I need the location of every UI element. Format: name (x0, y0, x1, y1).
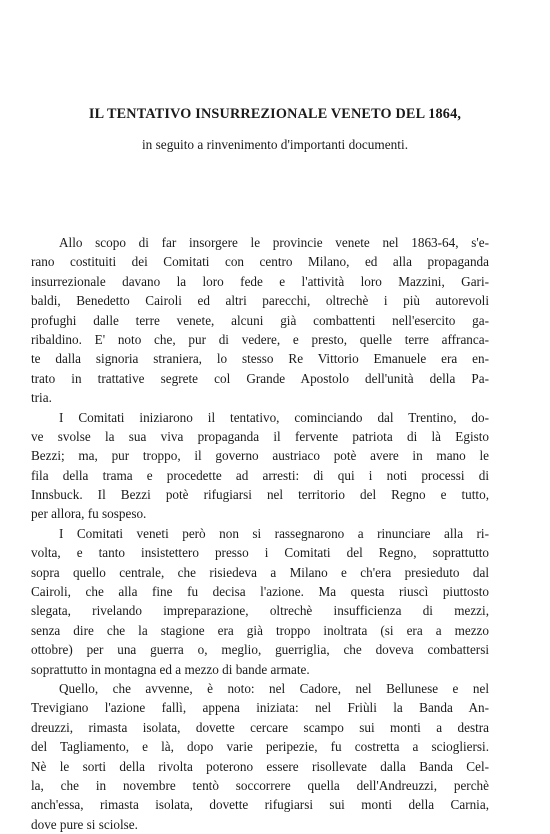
text-line: ve svolse la sua viva propaganda il fervente patriota di là Egisto (31, 428, 489, 444)
text-line: anch'essa, rimasta isolata, dovette rifugiarsi sui monti della Carnia, (31, 797, 489, 813)
text-line: profughi dalle terre venete, alcuni già combattenti nell'esercito ga- (31, 312, 489, 328)
text-line: trato in trattative segrete col Grande Apostolo dell'unità della Pa- (31, 370, 489, 386)
document-title: IL TENTATIVO INSURREZIONALE VENETO DEL 1864, (88, 106, 462, 122)
document-subtitle: in seguito a rinvenimento d'importanti documenti. (141, 137, 409, 152)
document-body (31, 233, 489, 834)
text-line: slegata, rivelando impreparazione, oltrechè insufficienza di mezzi, (31, 603, 489, 619)
text-line: Trevigiano l'azione fallì, appena iniziata: nel Friùli la Banda An- (31, 700, 489, 716)
text-line: per allora, fu sospeso. (31, 506, 147, 522)
text-line: dove pure si sciolse. (31, 816, 138, 832)
text-line: ribaldino. E' noto che, pur di vedere, e presto, quelle terre affranca- (31, 331, 489, 347)
text-line: insurrezionale davano la loro fede e l'attività loro Mazzini, Gari- (31, 273, 489, 289)
text-line: Allo scopo di far insorgere le provincie venete nel 1863-64, s'e- (59, 235, 489, 250)
text-line: dreuzzi, rimasta isolata, dovette cercare scampo sui monti a destra (31, 719, 489, 735)
text-line: Nè le sorti della rivolta poterono essere risollevate dalla Banda Cel- (31, 758, 489, 774)
text-line: ottobre) per una guerra o, meglio, guerriglia, che doveva combattersi (31, 642, 489, 658)
text-line: fila della trama e procedette ad arresti: di qui i noti processi di (31, 467, 489, 483)
text-line: del Tagliamento, e là, dopo varie peripezie, fu costretta a sciogliersi. (31, 739, 489, 755)
text-line: I Comitati veneti però non si rassegnarono a rinunciare alla ri- (59, 525, 489, 541)
text-line: Cairoli, che alla fine fu decisa l'azione. Ma questa riuscì piuttosto (31, 584, 489, 600)
text-line: I Comitati iniziarono il tentativo, cominciando dal Trentino, do- (59, 409, 489, 425)
text-line: soprattutto in montagna ed a mezzo di bande armate. (31, 661, 310, 677)
text-line: Bezzi; ma, pur troppo, il governo austriaco potè avere in mano le (31, 448, 489, 464)
paragraph (31, 524, 489, 679)
paragraph (31, 233, 489, 408)
text-line: la, che in novembre tentò soccorrere quella dell'Andreuzzi, perchè (31, 777, 489, 793)
paragraph (31, 679, 489, 834)
text-line: sopra quello centrale, che risiedeva a Milano e ch'era presieduto dal (31, 564, 489, 580)
text-line: te dalla signoria straniera, lo stesso Re Vittorio Emanuele era en- (31, 351, 489, 367)
text-line: volta, e tanto insistettero presso i Comitati del Regno, soprattutto (31, 545, 489, 561)
text-line: tria. (31, 390, 52, 406)
text-line: senza dire che la stagione era già troppo inoltrata (si era a mezzo (31, 622, 489, 638)
text-line: Innsbuck. Il Bezzi potè rifugiarsi nel territorio del Regno e tutto, (31, 487, 489, 503)
paragraph (31, 408, 489, 524)
text-line: Quello, che avvenne, è noto: nel Cadore, nel Bellunese e nel (59, 680, 489, 696)
text-line: baldi, Benedetto Cairoli ed altri parecchi, oltrechè i più autorevoli (31, 293, 489, 309)
text-line: rano costituiti dei Comitati con centro Milano, ed alla propaganda (31, 254, 489, 270)
